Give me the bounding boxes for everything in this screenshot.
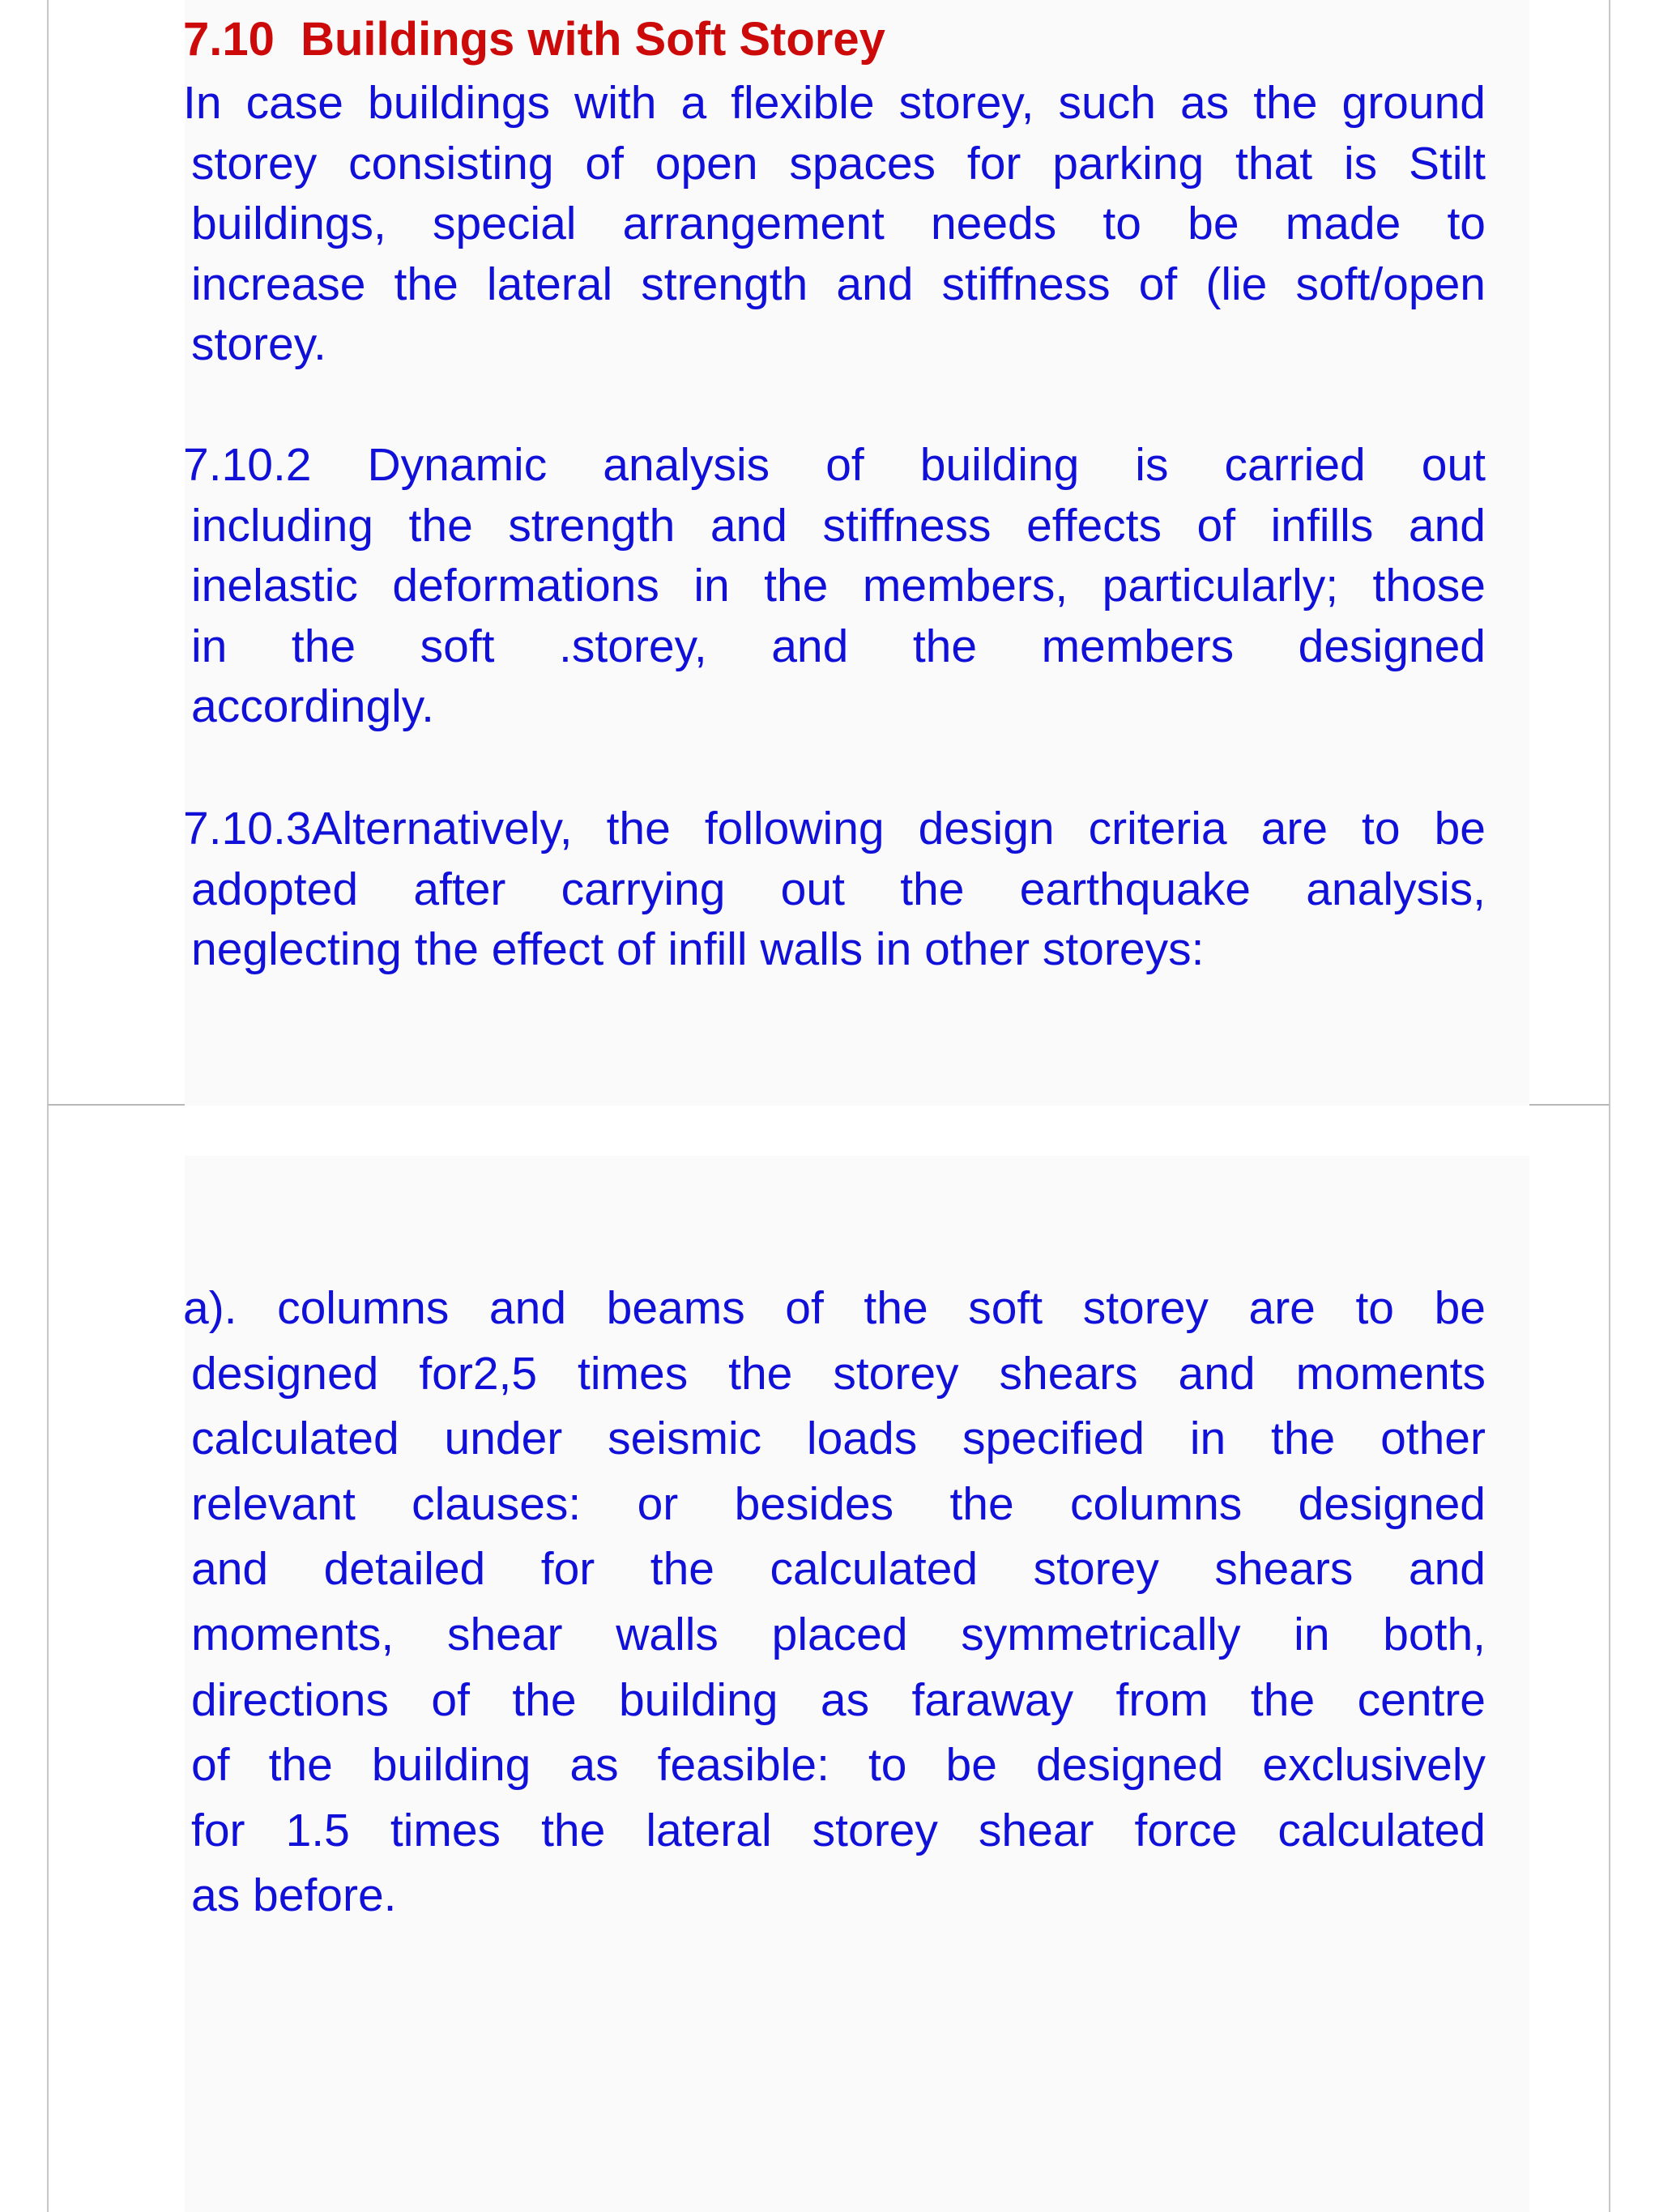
text-line: storey. bbox=[191, 318, 326, 370]
text-line: of the building as feasible: to be designed exclusively bbox=[191, 1739, 1486, 1792]
text-line: as before. bbox=[191, 1869, 397, 1922]
text-line: adopted after carrying out the earthquake analysis, bbox=[191, 863, 1486, 915]
text-line: in the soft .storey, and the members designed bbox=[191, 620, 1486, 672]
text-line: 7.10.3Alternatively, the following design criteria are to be bbox=[183, 803, 1486, 855]
text-line: increase the lateral strength and stiffness of (lie soft/open bbox=[191, 258, 1486, 310]
text-line: a). columns and beams of the soft storey are to be bbox=[183, 1282, 1486, 1334]
text-line: neglecting the effect of infill walls in other storeys: bbox=[191, 923, 1205, 975]
paragraph-7-10-2 bbox=[183, 435, 1486, 737]
text-line: for 1.5 times the lateral storey shear force calculated bbox=[191, 1804, 1486, 1856]
paragraph-criterion-a bbox=[183, 1276, 1486, 1929]
text-line: accordingly. bbox=[191, 680, 434, 732]
slide-2 bbox=[47, 1106, 1610, 2212]
text-line: relevant clauses: or besides the columns designed bbox=[191, 1477, 1486, 1530]
paragraph-7-10-3 bbox=[183, 799, 1486, 980]
text-line: directions of the building as faraway from the centre bbox=[191, 1673, 1486, 1726]
paragraph-soft-storey-intro bbox=[183, 73, 1486, 375]
text-line: buildings, special arrangement needs to be made to bbox=[191, 198, 1486, 249]
text-line: In case buildings with a flexible storey, such as the ground bbox=[183, 77, 1486, 129]
text-line: including the strength and stiffness effects of infills and bbox=[191, 499, 1486, 552]
text-line: moments, shear walls placed symmetrically in both, bbox=[191, 1608, 1486, 1660]
text-line: inelastic deformations in the members, particularly; those bbox=[191, 560, 1486, 612]
text-line: designed for2,5 times the storey shears and moments bbox=[191, 1347, 1486, 1400]
text-line: 7.10.2 Dynamic analysis of building is carried out bbox=[183, 439, 1486, 491]
text-line: calculated under seismic loads specified in the other bbox=[191, 1413, 1486, 1465]
text-line: and detailed for the calculated storey shears and bbox=[191, 1543, 1486, 1596]
text-line: storey consisting of open spaces for parking that is Stilt bbox=[191, 137, 1486, 190]
section-heading: 7.10 Buildings with Soft Storey bbox=[183, 13, 885, 66]
slide-1 bbox=[47, 0, 1610, 1106]
